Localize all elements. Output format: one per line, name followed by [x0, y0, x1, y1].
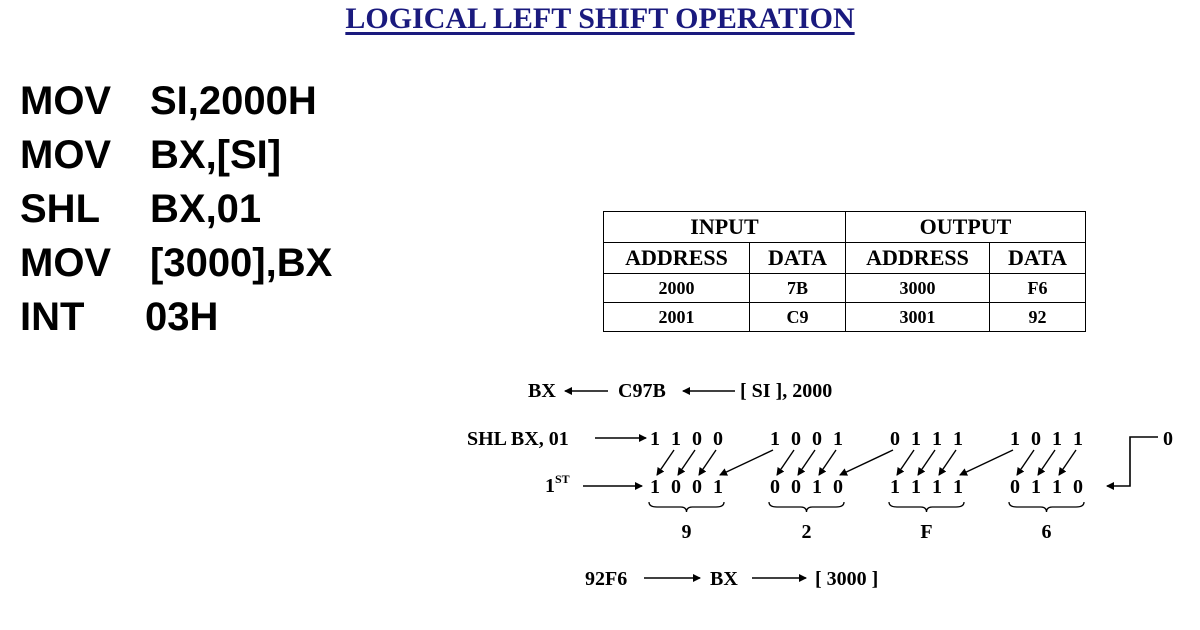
shifted-bit: 0: [833, 476, 843, 498]
input-data-cell: C9: [750, 303, 846, 332]
shifted-bits: [650, 476, 1083, 498]
code-operand: BX,01: [150, 187, 262, 231]
code-opcode: MOV: [20, 79, 112, 123]
code-operand: SI,2000H: [150, 79, 317, 123]
output-data-cell: F6: [990, 274, 1086, 303]
shifted-bit: 1: [713, 476, 723, 498]
original-bit: 0: [812, 428, 822, 450]
shift-arrow: [720, 450, 773, 475]
shift-arrow: [678, 450, 695, 475]
code-operand: [3000],BX: [150, 241, 333, 285]
original-bit: 1: [650, 428, 660, 450]
original-bit: 1: [770, 428, 780, 450]
shift-arrow: [840, 450, 893, 475]
input-address-cell: 2000: [604, 274, 750, 303]
shift-arrow: [897, 450, 914, 475]
destination-label: [ 3000 ]: [815, 568, 879, 590]
output-address-cell: 3000: [846, 274, 990, 303]
original-bit: 0: [890, 428, 900, 450]
code-opcode: INT: [20, 295, 85, 339]
shift-arrow: [1038, 450, 1055, 475]
shift-arrow: [960, 450, 1013, 475]
result-value: 92F6: [585, 568, 628, 590]
original-bit: 1: [911, 428, 921, 450]
shift-arrow: [819, 450, 836, 475]
shift-in-zero: 0: [1163, 428, 1173, 450]
code-opcode: SHL: [20, 187, 100, 231]
shift-arrow: [798, 450, 815, 475]
nibble-brace: [769, 502, 844, 512]
shifted-bit: 1: [932, 476, 942, 498]
shifted-bit: 0: [671, 476, 681, 498]
shift-arrow: [699, 450, 716, 475]
original-bit: 0: [791, 428, 801, 450]
code-opcode: MOV: [20, 133, 112, 177]
first-shift-label: 1ST: [545, 472, 570, 497]
shifted-bit: 0: [692, 476, 702, 498]
nibble-label: 9: [681, 521, 692, 543]
input-address-header: ADDRESS: [604, 243, 750, 274]
source-label: [ SI ], 2000: [740, 380, 833, 402]
shift-arrow: [777, 450, 794, 475]
shifted-bit: 1: [1052, 476, 1062, 498]
shifted-bit: 0: [770, 476, 780, 498]
original-bit: 0: [1031, 428, 1041, 450]
original-bit: 1: [833, 428, 843, 450]
nibble-brace: [889, 502, 964, 512]
nibble-label: F: [920, 521, 933, 543]
output-address-cell: 3001: [846, 303, 990, 332]
shift-arrow: [918, 450, 935, 475]
bx-value: C97B: [618, 380, 666, 402]
output-data-header: DATA: [990, 243, 1086, 274]
page-title: LOGICAL LEFT SHIFT OPERATION: [345, 2, 855, 35]
original-bit: 1: [953, 428, 963, 450]
input-header: INPUT: [604, 212, 846, 243]
shifted-bit: 1: [812, 476, 822, 498]
shifted-bit: 1: [890, 476, 900, 498]
code-opcode: MOV: [20, 241, 112, 285]
shl-label: SHL BX, 01: [467, 428, 569, 450]
original-bit: 1: [1010, 428, 1020, 450]
nibble-brace: [649, 502, 724, 512]
original-bit: 0: [692, 428, 702, 450]
original-bit: 1: [932, 428, 942, 450]
shifted-bit: 0: [1073, 476, 1083, 498]
code-operand: 03H: [145, 295, 219, 339]
shift-arrow: [1059, 450, 1076, 475]
shift-arrows: [657, 450, 1076, 475]
original-bit: 1: [1052, 428, 1062, 450]
input-data-header: DATA: [750, 243, 846, 274]
shifted-bit: 1: [953, 476, 963, 498]
code-operand: BX,[SI]: [150, 133, 282, 177]
shift-in-arrow: [1107, 437, 1158, 486]
shift-arrow: [939, 450, 956, 475]
output-header: OUTPUT: [846, 212, 1086, 243]
input-address-cell: 2001: [604, 303, 750, 332]
shifted-bit: 1: [1031, 476, 1041, 498]
original-bits: [650, 428, 1083, 450]
nibble-label: 2: [801, 521, 812, 543]
bx-label: BX: [528, 380, 556, 402]
shifted-bit: 1: [650, 476, 660, 498]
original-bit: 1: [671, 428, 681, 450]
output-data-cell: 92: [990, 303, 1086, 332]
shift-arrow: [657, 450, 674, 475]
original-bit: 0: [713, 428, 723, 450]
nibble-label: 6: [1041, 521, 1052, 543]
nibble-brace: [1009, 502, 1084, 512]
input-data-cell: 7B: [750, 274, 846, 303]
shifted-bit: 0: [1010, 476, 1020, 498]
original-bit: 1: [1073, 428, 1083, 450]
shifted-bit: 0: [791, 476, 801, 498]
output-address-header: ADDRESS: [846, 243, 990, 274]
shifted-bit: 1: [911, 476, 921, 498]
nibble-braces: [649, 502, 1084, 543]
result-bx: BX: [710, 568, 738, 590]
shift-arrow: [1017, 450, 1034, 475]
